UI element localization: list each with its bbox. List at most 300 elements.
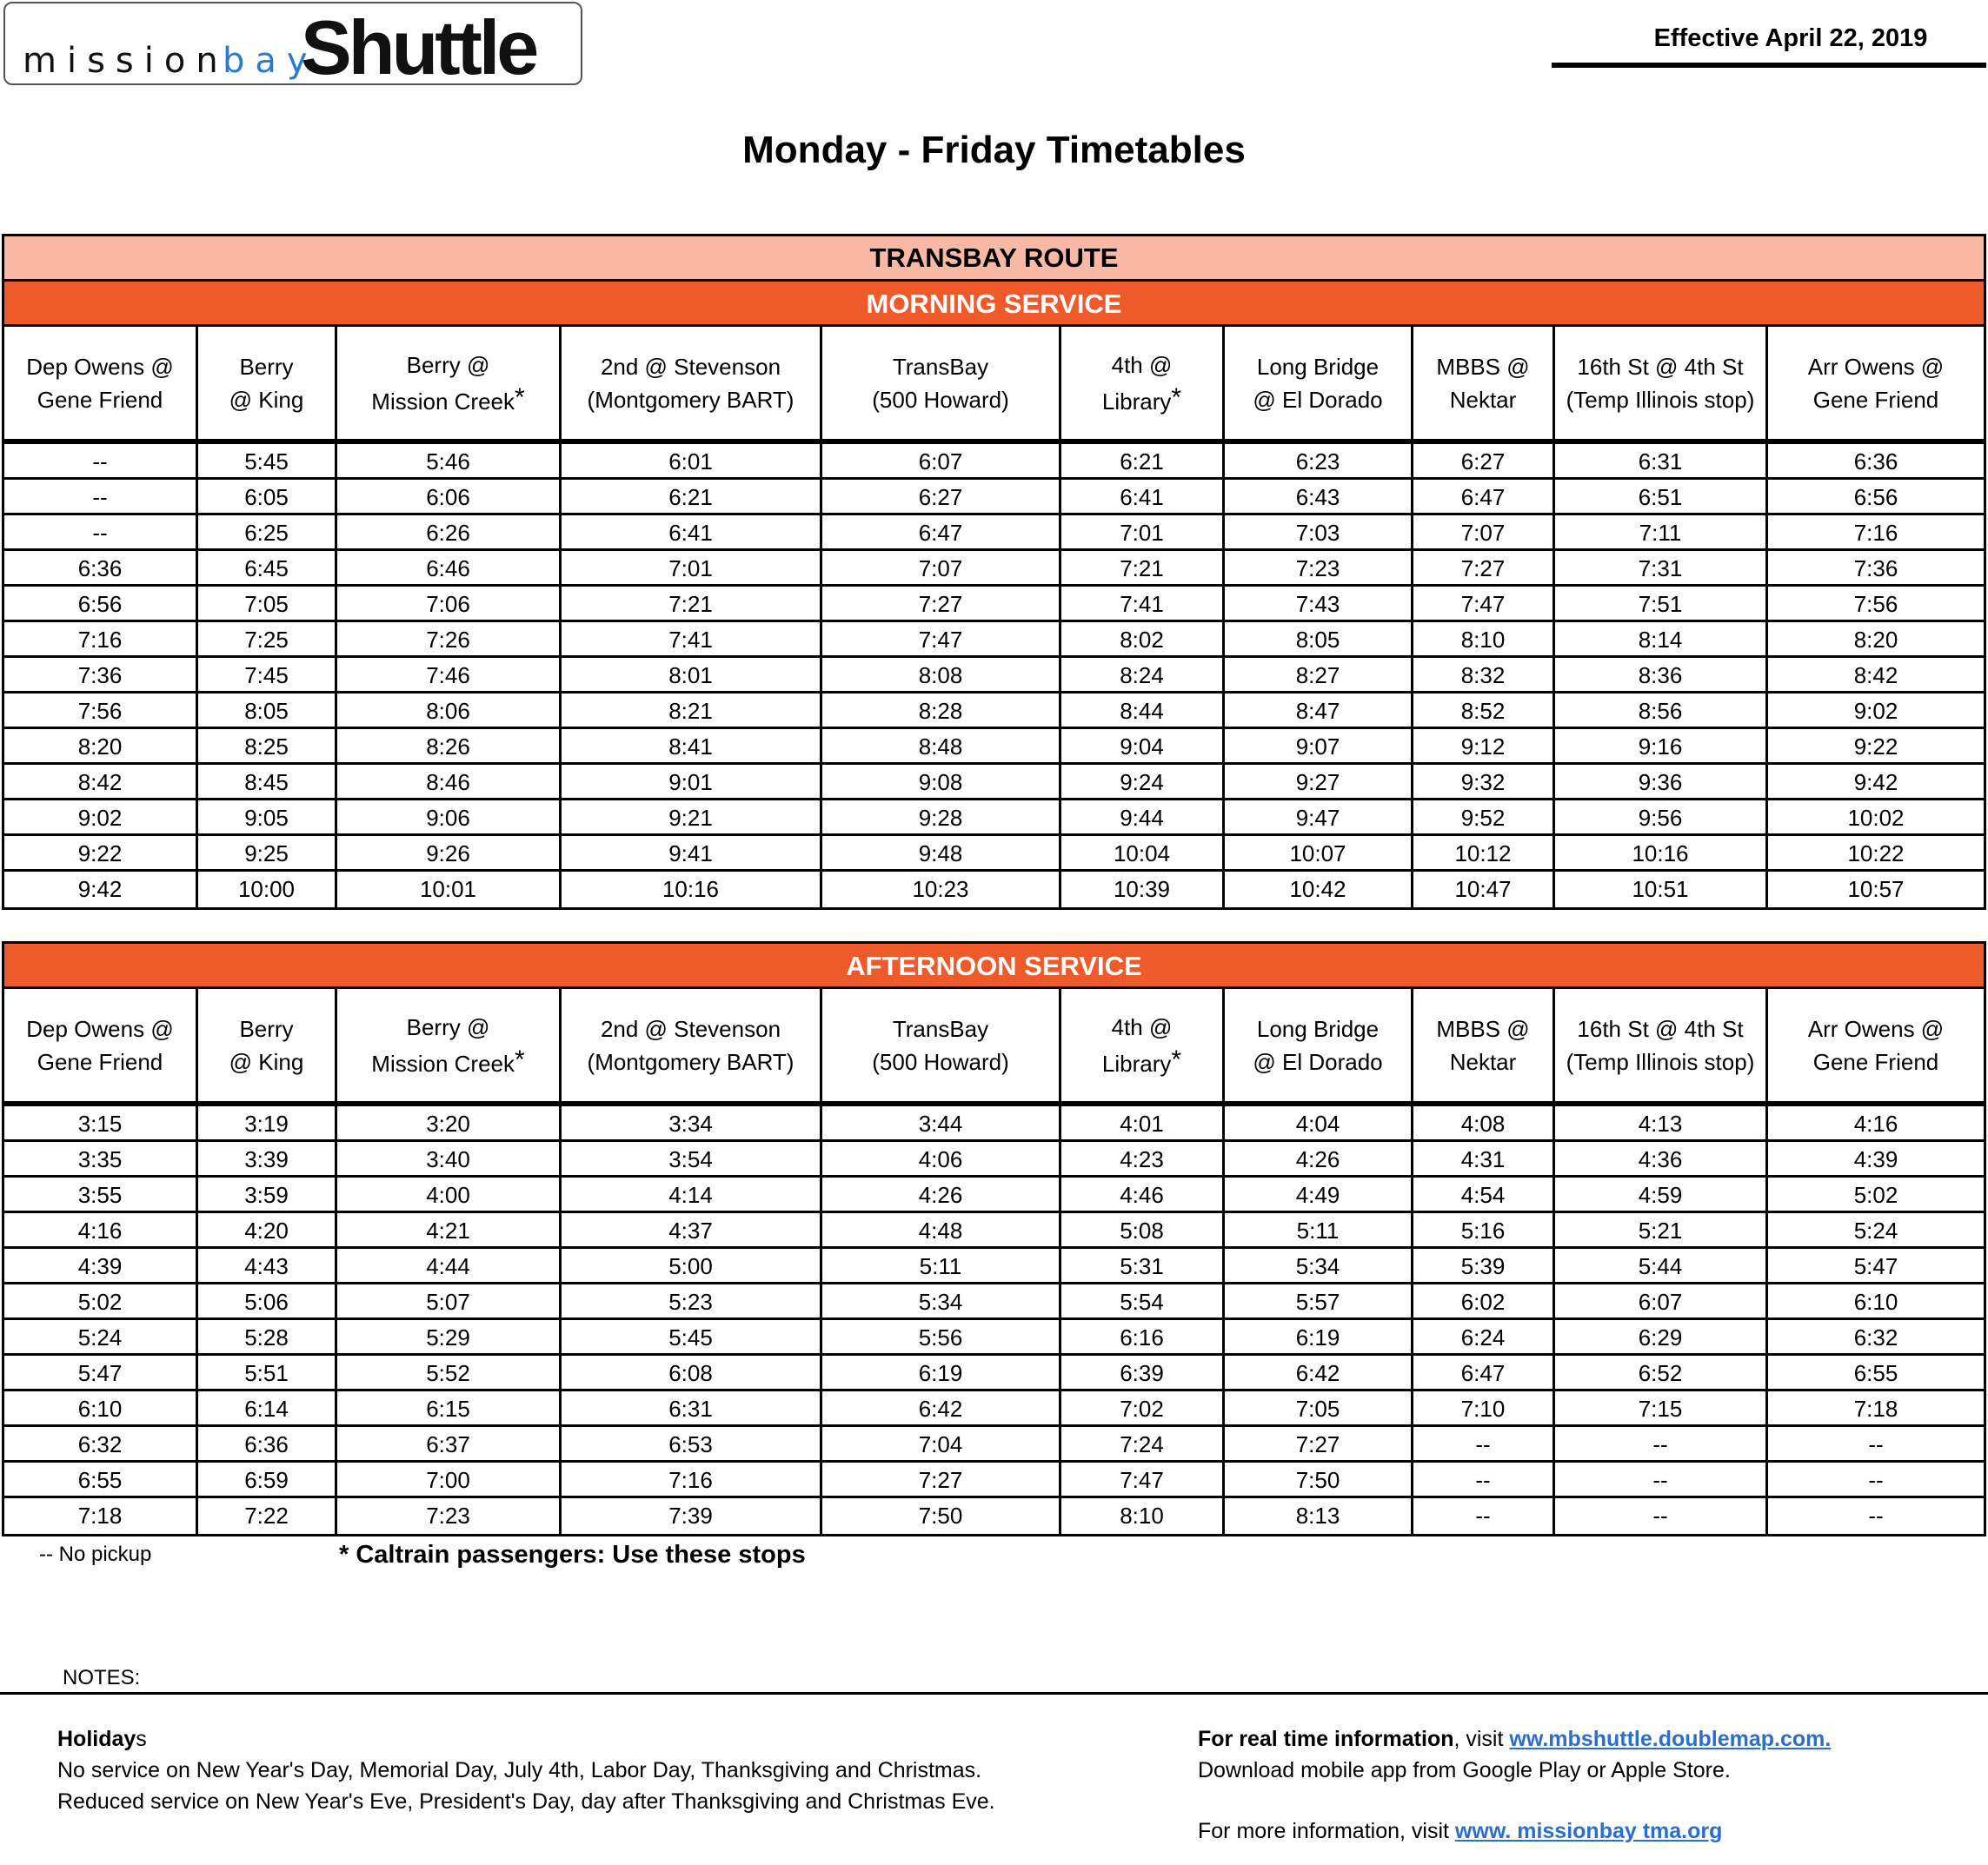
time-cell: 7:50 bbox=[822, 1498, 1061, 1534]
time-cell: 9:25 bbox=[198, 836, 337, 869]
time-cell: 7:56 bbox=[1853, 591, 1898, 617]
holidays-title-bold: Holiday bbox=[57, 1727, 136, 1751]
time-cell: 7:23 bbox=[337, 1498, 562, 1534]
time-cell: 8:32 bbox=[1413, 658, 1555, 691]
time-cell: 8:52 bbox=[1413, 694, 1555, 727]
time-cell: 7:27 bbox=[822, 587, 1061, 620]
time-cell: 6:27 bbox=[1413, 444, 1555, 477]
holidays-no-service: No service on New Year's Day, Memorial Day, July 4th, Labor Day, Thanksgiving and Christmas. bbox=[57, 1758, 982, 1782]
time-cell: -- bbox=[1413, 1463, 1555, 1496]
column-header-label: TransBay (500 Howard) bbox=[872, 353, 1009, 413]
time-cell: 6:31 bbox=[562, 1391, 822, 1424]
caltrain-legend: * Caltrain passengers: Use these stops bbox=[339, 1541, 806, 1569]
time-cell: 6:41 bbox=[562, 515, 822, 548]
time-cell: 8:20 bbox=[4, 729, 198, 762]
column-header-label: Berry @ King bbox=[229, 353, 304, 413]
time-cell: 5:11 bbox=[822, 1249, 1061, 1282]
afternoon-timetable bbox=[2, 941, 1986, 1536]
time-cell: -- bbox=[4, 515, 198, 548]
time-cell: 7:46 bbox=[337, 658, 562, 691]
morning-column-header bbox=[1768, 327, 1984, 439]
logo-bay-text: bay bbox=[223, 41, 318, 81]
time-cell: 4:39 bbox=[4, 1249, 198, 1282]
afternoon-column-header bbox=[1061, 989, 1225, 1101]
time-cell: 7:43 bbox=[1225, 587, 1413, 620]
column-header-label: Arr Owens @ Gene Friend bbox=[1807, 353, 1945, 413]
time-cell: 10:00 bbox=[198, 872, 337, 907]
time-cell: 6:08 bbox=[562, 1356, 822, 1389]
time-cell: 7:07 bbox=[822, 551, 1061, 584]
column-header-label: 16th St @ 4th St (Temp Illinois stop) bbox=[1566, 353, 1755, 413]
time-cell: 10:22 bbox=[1847, 840, 1905, 866]
column-header-wrap bbox=[371, 348, 524, 418]
time-cell: -- bbox=[4, 444, 198, 477]
time-cell: 6:07 bbox=[822, 444, 1061, 477]
morning-service-title: MORNING SERVICE bbox=[4, 282, 1984, 327]
table-row bbox=[4, 1284, 1984, 1320]
table-row bbox=[4, 1142, 1984, 1178]
time-cell: 8:05 bbox=[1225, 622, 1413, 655]
time-cell: 7:25 bbox=[198, 622, 337, 655]
time-cell: 8:56 bbox=[1555, 694, 1768, 727]
table-row bbox=[4, 800, 1984, 836]
time-cell: 5:34 bbox=[822, 1284, 1061, 1317]
time-cell: 7:18 bbox=[4, 1498, 198, 1534]
time-cell: 9:32 bbox=[1413, 765, 1555, 798]
time-cell: 7:11 bbox=[1555, 515, 1768, 548]
time-cell: 9:06 bbox=[337, 800, 562, 833]
time-cell: 7:24 bbox=[1061, 1427, 1225, 1460]
time-cell: 7:22 bbox=[198, 1498, 337, 1534]
time-cell: 7:05 bbox=[1225, 1391, 1413, 1424]
time-cell: 10:23 bbox=[822, 872, 1061, 907]
table-row bbox=[4, 480, 1984, 515]
table-row bbox=[4, 1106, 1984, 1142]
time-cell: 5:45 bbox=[198, 444, 337, 477]
table-row bbox=[4, 694, 1984, 729]
time-cell: 8:01 bbox=[562, 658, 822, 691]
time-cell: -- bbox=[1413, 1427, 1555, 1460]
time-cell: 7:45 bbox=[198, 658, 337, 691]
time-cell: 7:27 bbox=[1225, 1427, 1413, 1460]
time-cell: 8:28 bbox=[822, 694, 1061, 727]
time-cell: 6:21 bbox=[562, 480, 822, 513]
time-cell: 4:16 bbox=[1853, 1111, 1898, 1137]
time-cell: 5:16 bbox=[1413, 1213, 1555, 1246]
time-cell: 4:21 bbox=[337, 1213, 562, 1246]
caltrain-stop-marker: * bbox=[1171, 1045, 1182, 1074]
time-cell: 8:08 bbox=[822, 658, 1061, 691]
time-cell: 8:42 bbox=[1853, 662, 1898, 688]
time-cell: 4:43 bbox=[198, 1249, 337, 1282]
time-cell: 4:44 bbox=[337, 1249, 562, 1282]
time-cell: 7:31 bbox=[1555, 551, 1768, 584]
afternoon-header-row bbox=[4, 989, 1984, 1106]
time-cell: 4:23 bbox=[1061, 1142, 1225, 1175]
time-cell: 6:14 bbox=[198, 1391, 337, 1424]
time-cell: 6:37 bbox=[337, 1427, 562, 1460]
time-cell: 9:21 bbox=[562, 800, 822, 833]
column-header-label: Long Bridge @ El Dorado bbox=[1253, 1015, 1383, 1075]
time-cell: 4:36 bbox=[1555, 1142, 1768, 1175]
afternoon-column-header bbox=[337, 989, 562, 1101]
time-cell: 6:42 bbox=[822, 1391, 1061, 1424]
morning-column-header bbox=[562, 327, 822, 439]
time-cell: 8:46 bbox=[337, 765, 562, 798]
time-cell: 7:27 bbox=[822, 1463, 1061, 1496]
time-cell: 8:42 bbox=[4, 765, 198, 798]
morning-column-header bbox=[822, 327, 1061, 439]
time-cell: 9:48 bbox=[822, 836, 1061, 869]
notes-divider bbox=[0, 1692, 1988, 1695]
time-cell: 6:02 bbox=[1413, 1284, 1555, 1317]
afternoon-column-header bbox=[1768, 989, 1984, 1101]
time-cell: 9:42 bbox=[4, 872, 198, 907]
time-cell: 6:39 bbox=[1061, 1356, 1225, 1389]
time-cell: 4:08 bbox=[1413, 1106, 1555, 1139]
time-cell: 6:51 bbox=[1555, 480, 1768, 513]
time-cell: 8:14 bbox=[1555, 622, 1768, 655]
time-cell: 3:19 bbox=[198, 1106, 337, 1139]
time-cell: -- bbox=[1555, 1463, 1768, 1496]
time-cell: -- bbox=[4, 480, 198, 513]
time-cell: 6:47 bbox=[822, 515, 1061, 548]
time-cell: 6:24 bbox=[1413, 1320, 1555, 1353]
time-cell: 8:25 bbox=[198, 729, 337, 762]
time-cell: 6:55 bbox=[4, 1463, 198, 1496]
time-cell: 3:34 bbox=[562, 1106, 822, 1139]
time-cell: 8:05 bbox=[198, 694, 337, 727]
time-cell: 9:02 bbox=[4, 800, 198, 833]
table-row bbox=[4, 1427, 1984, 1463]
page-title: Monday - Friday Timetables bbox=[742, 129, 1246, 171]
time-cell: 10:01 bbox=[337, 872, 562, 907]
time-cell: 7:04 bbox=[822, 1427, 1061, 1460]
time-cell: 8:36 bbox=[1555, 658, 1768, 691]
time-cell: 8:26 bbox=[337, 729, 562, 762]
time-cell: 3:35 bbox=[4, 1142, 198, 1175]
time-cell: -- bbox=[1868, 1467, 1884, 1493]
time-cell: 6:05 bbox=[198, 480, 337, 513]
time-cell: 10:47 bbox=[1413, 872, 1555, 907]
time-cell: 4:49 bbox=[1225, 1178, 1413, 1211]
time-cell: 7:15 bbox=[1555, 1391, 1768, 1424]
afternoon-column-header bbox=[1413, 989, 1555, 1101]
time-cell: 6:06 bbox=[337, 480, 562, 513]
time-cell: 5:44 bbox=[1555, 1249, 1768, 1282]
time-cell: -- bbox=[1555, 1427, 1768, 1460]
time-cell: 6:56 bbox=[4, 587, 198, 620]
time-cell: 4:26 bbox=[1225, 1142, 1413, 1175]
time-cell: 5:08 bbox=[1061, 1213, 1225, 1246]
time-cell: 6:21 bbox=[1061, 444, 1225, 477]
time-cell: 5:51 bbox=[198, 1356, 337, 1389]
missionbay-tma-link[interactable]: www. missionbay tma.org bbox=[1454, 1819, 1723, 1843]
time-cell: 5:56 bbox=[822, 1320, 1061, 1353]
time-cell: 9:44 bbox=[1061, 800, 1225, 833]
time-cell: 6:10 bbox=[4, 1391, 198, 1424]
time-cell: 4:14 bbox=[562, 1178, 822, 1211]
time-cell: 4:59 bbox=[1555, 1178, 1768, 1211]
time-cell: 6:47 bbox=[1413, 480, 1555, 513]
afternoon-column-header bbox=[198, 989, 337, 1101]
time-cell: 7:50 bbox=[1225, 1463, 1413, 1496]
time-cell: 4:01 bbox=[1061, 1106, 1225, 1139]
time-cell: 6:19 bbox=[1225, 1320, 1413, 1353]
table-row bbox=[4, 622, 1984, 658]
column-header-label: 2nd @ Stevenson (Montgomery BART) bbox=[587, 1015, 795, 1075]
time-cell: 10:42 bbox=[1225, 872, 1413, 907]
time-cell: 10:04 bbox=[1061, 836, 1225, 869]
morning-column-header bbox=[337, 327, 562, 439]
time-cell: 9:22 bbox=[1853, 733, 1898, 760]
time-cell: 8:02 bbox=[1061, 622, 1225, 655]
time-cell: 10:16 bbox=[1555, 836, 1768, 869]
time-cell: 6:26 bbox=[337, 515, 562, 548]
time-cell: 6:32 bbox=[4, 1427, 198, 1460]
time-cell: 8:24 bbox=[1061, 658, 1225, 691]
time-cell: 9:36 bbox=[1555, 765, 1768, 798]
column-header-label: 2nd @ Stevenson (Montgomery BART) bbox=[587, 353, 795, 413]
time-cell: 3:20 bbox=[337, 1106, 562, 1139]
app-download-info: Download mobile app from Google Play or Apple Store. bbox=[1198, 1758, 1731, 1782]
table-row bbox=[4, 551, 1984, 587]
time-cell: 5:52 bbox=[337, 1356, 562, 1389]
time-cell: 3:15 bbox=[4, 1106, 198, 1139]
time-cell: 4:06 bbox=[822, 1142, 1061, 1175]
time-cell: 6:23 bbox=[1225, 444, 1413, 477]
time-cell: 9:24 bbox=[1061, 765, 1225, 798]
caltrain-stop-marker: * bbox=[1171, 382, 1182, 412]
time-cell: 5:24 bbox=[4, 1320, 198, 1353]
time-cell: 8:27 bbox=[1225, 658, 1413, 691]
time-cell: 7:39 bbox=[562, 1498, 822, 1534]
time-cell: 5:02 bbox=[4, 1284, 198, 1317]
afternoon-service-title: AFTERNOON SERVICE bbox=[4, 944, 1984, 989]
time-cell: 7:10 bbox=[1413, 1391, 1555, 1424]
time-cell: 6:53 bbox=[562, 1427, 822, 1460]
time-cell: 6:41 bbox=[1061, 480, 1225, 513]
holidays-reduced-service: Reduced service on New Year's Eve, President's Day, day after Thanksgiving and Christmas Eve. bbox=[57, 1789, 995, 1814]
table-row bbox=[4, 1320, 1984, 1356]
time-cell: 7:16 bbox=[562, 1463, 822, 1496]
logo-mission-text: mission bbox=[23, 41, 229, 81]
time-cell: 9:56 bbox=[1555, 800, 1768, 833]
time-cell: 3:59 bbox=[198, 1178, 337, 1211]
time-cell: 6:25 bbox=[198, 515, 337, 548]
time-cell: 5:34 bbox=[1225, 1249, 1413, 1282]
time-cell: 6:42 bbox=[1225, 1356, 1413, 1389]
time-cell: 3:54 bbox=[562, 1142, 822, 1175]
time-cell: 9:04 bbox=[1061, 729, 1225, 762]
time-cell: 7:56 bbox=[4, 694, 198, 727]
time-cell: 6:19 bbox=[822, 1356, 1061, 1389]
time-cell: -- bbox=[1413, 1498, 1555, 1534]
table-row bbox=[4, 515, 1984, 551]
time-cell: 6:43 bbox=[1225, 480, 1413, 513]
time-cell: 9:27 bbox=[1225, 765, 1413, 798]
time-cell: 3:39 bbox=[198, 1142, 337, 1175]
more-info-text: For more information, visit bbox=[1198, 1819, 1455, 1843]
time-cell: 5:31 bbox=[1061, 1249, 1225, 1282]
time-cell: 7:36 bbox=[4, 658, 198, 691]
table-row bbox=[4, 1178, 1984, 1213]
time-cell: 7:47 bbox=[822, 622, 1061, 655]
time-cell: 7:41 bbox=[562, 622, 822, 655]
holidays-title-suffix: s bbox=[136, 1727, 147, 1751]
afternoon-column-header bbox=[4, 989, 198, 1101]
time-cell: 4:39 bbox=[1853, 1146, 1898, 1172]
time-cell: 10:16 bbox=[562, 872, 822, 907]
time-cell: 7:05 bbox=[198, 587, 337, 620]
time-cell: 4:46 bbox=[1061, 1178, 1225, 1211]
afternoon-column-header bbox=[1225, 989, 1413, 1101]
time-cell: 3:40 bbox=[337, 1142, 562, 1175]
realtime-visit-text: , visit bbox=[1453, 1727, 1510, 1751]
time-cell: 10:07 bbox=[1225, 836, 1413, 869]
time-cell: 8:44 bbox=[1061, 694, 1225, 727]
time-cell: 5:46 bbox=[337, 444, 562, 477]
time-cell: 6:36 bbox=[4, 551, 198, 584]
realtime-info-bold: For real time information bbox=[1198, 1727, 1454, 1751]
time-cell: 5:06 bbox=[198, 1284, 337, 1317]
time-cell: 6:45 bbox=[198, 551, 337, 584]
missionbay-shuttle-logo bbox=[3, 2, 582, 90]
time-cell: 4:31 bbox=[1413, 1142, 1555, 1175]
column-header-label: MBBS @ Nektar bbox=[1436, 353, 1530, 413]
time-cell: 5:11 bbox=[1225, 1213, 1413, 1246]
column-header-label: Long Bridge @ El Dorado bbox=[1253, 353, 1383, 413]
table-row bbox=[4, 1249, 1984, 1284]
column-header-label: Berry @ Mission Creek bbox=[371, 351, 515, 415]
time-cell: 5:21 bbox=[1555, 1213, 1768, 1246]
time-cell: 5:47 bbox=[1853, 1253, 1898, 1279]
time-cell: 6:07 bbox=[1555, 1284, 1768, 1317]
time-cell: 5:02 bbox=[1853, 1182, 1898, 1208]
holidays-title bbox=[57, 1727, 147, 1752]
time-cell: 8:06 bbox=[337, 694, 562, 727]
time-cell: 7:02 bbox=[1061, 1391, 1225, 1424]
more-info bbox=[1198, 1819, 1722, 1844]
time-cell: 6:52 bbox=[1555, 1356, 1768, 1389]
time-cell: 5:24 bbox=[1853, 1218, 1898, 1244]
morning-body bbox=[4, 444, 1984, 907]
afternoon-column-header bbox=[562, 989, 822, 1101]
time-cell: 9:52 bbox=[1413, 800, 1555, 833]
time-cell: 5:45 bbox=[562, 1320, 822, 1353]
time-cell: 6:56 bbox=[1853, 484, 1898, 510]
time-cell: 5:28 bbox=[198, 1320, 337, 1353]
time-cell: 4:04 bbox=[1225, 1106, 1413, 1139]
column-header-wrap bbox=[371, 1011, 524, 1080]
caltrain-stop-marker: * bbox=[515, 1045, 525, 1074]
notes-label: NOTES: bbox=[63, 1666, 141, 1689]
column-header-label: 16th St @ 4th St (Temp Illinois stop) bbox=[1566, 1015, 1755, 1075]
time-cell: 6:36 bbox=[1853, 448, 1898, 475]
time-cell: 7:16 bbox=[1853, 520, 1898, 546]
time-cell: 4:00 bbox=[337, 1178, 562, 1211]
afternoon-column-header bbox=[1555, 989, 1768, 1101]
time-cell: 8:47 bbox=[1225, 694, 1413, 727]
time-cell: 7:03 bbox=[1225, 515, 1413, 548]
column-header-label: MBBS @ Nektar bbox=[1436, 1015, 1530, 1075]
time-cell: 6:29 bbox=[1555, 1320, 1768, 1353]
time-cell: 6:46 bbox=[337, 551, 562, 584]
time-cell: 7:36 bbox=[1853, 555, 1898, 581]
time-cell: 7:01 bbox=[562, 551, 822, 584]
time-cell: 10:12 bbox=[1413, 836, 1555, 869]
time-cell: 9:41 bbox=[562, 836, 822, 869]
time-cell: 7:01 bbox=[1061, 515, 1225, 548]
time-cell: 8:48 bbox=[822, 729, 1061, 762]
table-row bbox=[4, 765, 1984, 800]
time-cell: 5:07 bbox=[337, 1284, 562, 1317]
table-row bbox=[4, 1391, 1984, 1427]
time-cell: 6:47 bbox=[1413, 1356, 1555, 1389]
doublemap-link[interactable]: ww.mbshuttle.doublemap.com. bbox=[1509, 1727, 1832, 1751]
morning-header-row bbox=[4, 327, 1984, 444]
time-cell: 3:55 bbox=[4, 1178, 198, 1211]
table-row bbox=[4, 1356, 1984, 1391]
time-cell: 4:20 bbox=[198, 1213, 337, 1246]
time-cell: 6:27 bbox=[822, 480, 1061, 513]
column-header-label: Arr Owens @ Gene Friend bbox=[1807, 1015, 1945, 1075]
time-cell: 6:01 bbox=[562, 444, 822, 477]
column-header-label: Dep Owens @ Gene Friend bbox=[26, 1015, 174, 1075]
time-cell: 10:39 bbox=[1061, 872, 1225, 907]
time-cell: 7:41 bbox=[1061, 587, 1225, 620]
time-cell: 6:31 bbox=[1555, 444, 1768, 477]
time-cell: 7:06 bbox=[337, 587, 562, 620]
time-cell: 10:57 bbox=[1847, 876, 1905, 902]
column-header-label: 4th @ Library bbox=[1101, 1013, 1173, 1077]
column-header-label: 4th @ Library bbox=[1101, 351, 1173, 415]
effective-date: Effective April 22, 2019 bbox=[1552, 24, 1986, 68]
time-cell: 4:16 bbox=[4, 1213, 198, 1246]
time-cell: 7:23 bbox=[1225, 551, 1413, 584]
time-cell: 8:21 bbox=[562, 694, 822, 727]
time-cell: 8:45 bbox=[198, 765, 337, 798]
column-header-wrap bbox=[1102, 348, 1181, 418]
time-cell: 6:15 bbox=[337, 1391, 562, 1424]
morning-column-header bbox=[1413, 327, 1555, 439]
time-cell: 6:59 bbox=[198, 1463, 337, 1496]
column-header-label: Berry @ Mission Creek bbox=[371, 1013, 515, 1077]
column-header-label: TransBay (500 Howard) bbox=[872, 1015, 1009, 1075]
route-title: TRANSBAY ROUTE bbox=[4, 236, 1984, 282]
time-cell: 5:47 bbox=[4, 1356, 198, 1389]
time-cell: 6:32 bbox=[1853, 1324, 1898, 1351]
time-cell: 7:51 bbox=[1555, 587, 1768, 620]
time-cell: 4:48 bbox=[822, 1213, 1061, 1246]
time-cell: 7:47 bbox=[1061, 1463, 1225, 1496]
time-cell: 7:07 bbox=[1413, 515, 1555, 548]
afternoon-column-header bbox=[822, 989, 1061, 1101]
time-cell: 7:00 bbox=[337, 1463, 562, 1496]
column-header-label: Berry @ King bbox=[229, 1015, 304, 1075]
table-row bbox=[4, 872, 1984, 907]
time-cell: 6:55 bbox=[1853, 1360, 1898, 1386]
time-cell: 4:54 bbox=[1413, 1178, 1555, 1211]
time-cell: 9:02 bbox=[1853, 698, 1898, 724]
time-cell: 4:37 bbox=[562, 1213, 822, 1246]
morning-column-header bbox=[4, 327, 198, 439]
time-cell: 7:18 bbox=[1853, 1396, 1898, 1422]
column-header-label: Dep Owens @ Gene Friend bbox=[26, 353, 174, 413]
column-header-wrap bbox=[1102, 1011, 1181, 1080]
logo-shuttle-text: Shuttle bbox=[301, 4, 536, 90]
table-row bbox=[4, 729, 1984, 765]
